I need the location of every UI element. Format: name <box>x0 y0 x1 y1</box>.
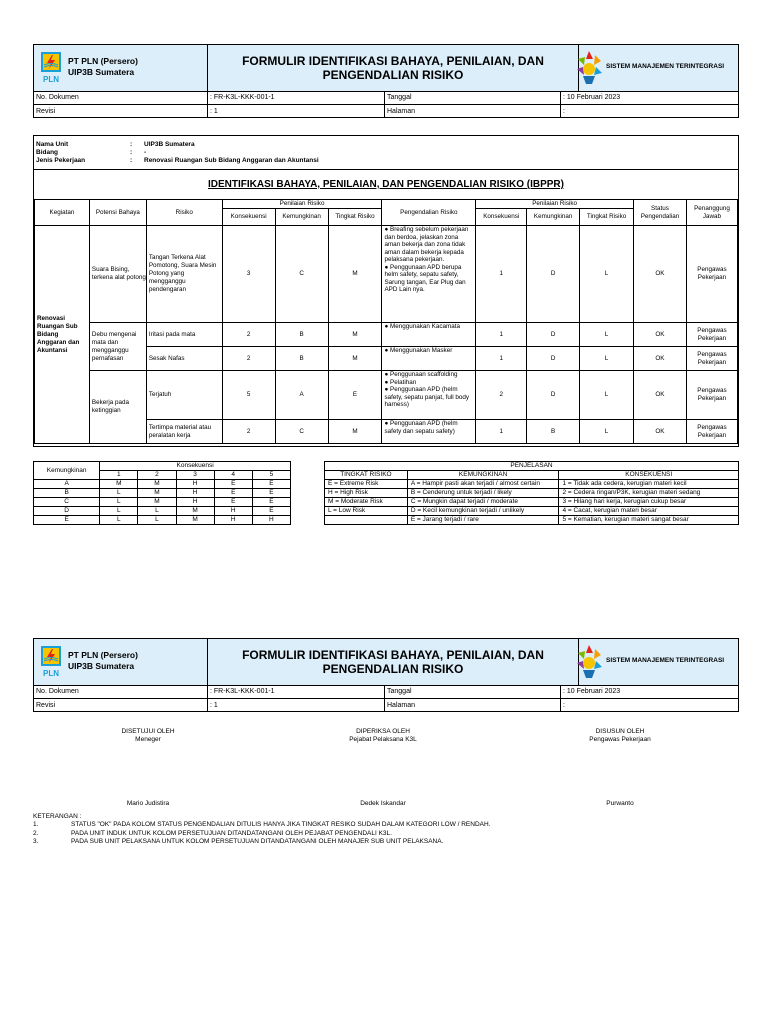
header-top-row <box>34 45 738 92</box>
notes-title: KETERANGAN : <box>33 813 82 820</box>
matrix-cell: L <box>100 516 138 525</box>
ibppr-section <box>33 135 739 447</box>
form-header-page1 <box>33 44 739 118</box>
pln-logo-text: PLN <box>43 669 59 678</box>
kemungkinan-cell: C <box>275 420 328 444</box>
matrix-row-label: B <box>34 489 100 498</box>
matrix-row <box>34 489 291 498</box>
penjelasan-cell: E = Extreme Risk <box>325 480 408 489</box>
doc-label: No. Dokumen <box>36 94 79 101</box>
matrix-cell: E <box>252 507 290 516</box>
konsekuensi-cell-2: 1 <box>476 226 527 323</box>
penjelasan-title: PENJELASAN <box>325 462 739 471</box>
ibppr-table <box>34 199 738 444</box>
page-value: : <box>563 108 565 115</box>
matrix-col-label: 1 <box>100 471 138 480</box>
tingkat-cell-2: L <box>580 420 634 444</box>
penjelasan-cell: 1 = Tidak ada cedera, kerugian materi kecil <box>559 480 739 489</box>
matrix-cell: M <box>176 516 214 525</box>
matrix-row-header: Kemungkinan <box>34 462 100 480</box>
matrix-row <box>34 516 291 525</box>
company-name <box>68 650 138 672</box>
konsekuensi-cell-2: 1 <box>476 323 527 347</box>
penjelasan-table <box>324 461 739 525</box>
matrix-cell: M <box>138 489 176 498</box>
matrix-cell: H <box>252 516 290 525</box>
col-potensi: Potensi Bahaya <box>89 200 146 226</box>
matrix-cell: H <box>176 489 214 498</box>
table-row <box>35 226 738 323</box>
matrix-cell: E <box>214 480 252 489</box>
header-top-row <box>34 639 738 686</box>
smt-logo-icon <box>574 643 604 681</box>
tingkat-cell-2: L <box>580 371 634 420</box>
matrix-col-label: 2 <box>138 471 176 480</box>
signature-block-preparer <box>560 728 680 808</box>
col-kemungkinan: Kemungkinan <box>275 209 328 226</box>
kemungkinan-cell-2: D <box>527 323 580 347</box>
table-row <box>35 323 738 347</box>
bidang-label: Bidang <box>36 149 59 156</box>
note-item <box>33 821 491 829</box>
matrix-cell: M <box>176 507 214 516</box>
bullet-item: ● Menggunakan Kacamata <box>384 323 461 330</box>
penjelasan-row <box>325 516 739 525</box>
matrix-cell: M <box>138 480 176 489</box>
bullet-text: Penggunaan APD berupa helm safety, sepatu safety, Sarung tangan, Ear Plug dan APD Lain nya. <box>384 263 466 293</box>
tingkat-cell-2: L <box>580 347 634 371</box>
doc-value: : FR-K3L-KKK-001-1 <box>210 688 275 695</box>
signature-role: DISUSUN OLEH <box>595 728 645 735</box>
penjelasan-cell: 3 = Hilang hari kerja, kerugian cukup besar <box>559 498 739 507</box>
col-tingkat-2: Tingkat Risiko <box>580 209 634 226</box>
doc-label: No. Dokumen <box>36 688 79 695</box>
info-unit <box>36 141 195 149</box>
penjelasan-cell: E = Jarang terjadi / rare <box>407 516 559 525</box>
kemungkinan-cell-2: D <box>527 347 580 371</box>
matrix-row-label: A <box>34 480 100 489</box>
page-label: Halaman <box>387 702 416 709</box>
note-text: PADA SUB UNIT PELAKSANA UNTUK KOLOM PERSETUJUAN DITANDATANGANI OLEH MANAJER SUB UNIT PELAKSANA. <box>71 837 444 845</box>
smt-logo-icon <box>574 49 604 87</box>
note-number: 1. <box>33 821 39 829</box>
system-name: SISTEM MANAJEMEN TERINTEGRASI <box>606 657 725 664</box>
matrix-row <box>34 498 291 507</box>
pengendalian-cell <box>382 347 476 371</box>
pengendalian-cell <box>382 323 476 347</box>
konsekuensi-cell: 3 <box>222 226 275 323</box>
col-penilaian-2: Penilaian Risiko <box>476 200 634 209</box>
form-title: FORMULIR IDENTIFIKASI BAHAYA, PENILAIAN, DAN PENGENDALIAN RISIKO <box>207 639 579 685</box>
matrix-cell: H <box>176 480 214 489</box>
signature-title: Meneger <box>135 736 161 743</box>
divider <box>34 698 738 699</box>
signature-name: Dedek Iskandar <box>360 800 406 807</box>
kemungkinan-cell: B <box>275 347 328 371</box>
tingkat-cell: M <box>328 226 382 323</box>
bullet-text: Penggunaan APD (helm safety, sepatu panjat, full body harness) <box>384 386 470 408</box>
status-cell: OK <box>634 371 687 420</box>
konsekuensi-cell: 2 <box>222 420 275 444</box>
unit-label: Nama Unit <box>36 141 69 148</box>
pj-cell: Pengawas Pekerjaan <box>686 347 737 371</box>
page-value: : <box>563 702 565 709</box>
penjelasan-cell: 2 = Cedera ringan/P3K, kerugian materi sedang <box>559 489 739 498</box>
doc-value: : FR-K3L-KKK-001-1 <box>210 94 275 101</box>
signature-title: Pejabat Pelaksana K3L <box>349 736 417 743</box>
matrix-cell: L <box>138 507 176 516</box>
risiko-cell: Terjatuh <box>146 371 222 420</box>
matrix-cell: L <box>138 516 176 525</box>
pln-logo-text: PLN <box>43 75 59 84</box>
bullet-text: Pelatihan <box>390 378 417 386</box>
potensi-cell: Suara Bising, terkena alat potong <box>89 226 146 323</box>
pekerjaan-value: Renovasi Ruangan Sub Bidang Anggaran dan Akuntansi <box>144 157 319 164</box>
kemungkinan-cell-2: B <box>527 420 580 444</box>
kemungkinan-cell: C <box>275 226 328 323</box>
matrix-col-label: 5 <box>252 471 290 480</box>
bullet-item: ● Pelatihan <box>384 378 417 386</box>
divider <box>34 169 738 170</box>
bidang-value: - <box>144 149 147 156</box>
penjelasan-row <box>325 507 739 516</box>
company-name <box>68 56 138 78</box>
matrix-row-label: C <box>34 498 100 507</box>
bullet-text: Penggunaan APD (helm safety dan sepatu safety) <box>384 420 458 435</box>
matrix-row <box>34 480 291 489</box>
bullet-text: Penggunaan scaffolding <box>390 371 458 378</box>
penjelasan-cell: A = Hampir pasti akan terjadi / almost certain <box>407 480 559 489</box>
form-title: FORMULIR IDENTIFIKASI BAHAYA, PENILAIAN, DAN PENGENDALIAN RISIKO <box>207 45 579 91</box>
kemungkinan-cell-2: D <box>527 226 580 323</box>
matrix-cell: E <box>252 498 290 507</box>
signature-block-reviewer <box>323 728 443 808</box>
info-pekerjaan <box>36 157 319 165</box>
konsekuensi-cell: 2 <box>222 347 275 371</box>
company-line1: PT PLN (Persero) <box>68 56 138 66</box>
signature-title: Pengawas Pekerjaan <box>589 736 651 743</box>
matrix-col-header: Konsekuensi <box>100 462 291 471</box>
matrix-cell: L <box>100 498 138 507</box>
matrix-cell: E <box>252 489 290 498</box>
matrix-col-label: 3 <box>176 471 214 480</box>
system-name: SISTEM MANAJEMEN TERINTEGRASI <box>606 63 725 70</box>
matrix-cell: L <box>100 507 138 516</box>
pengendalian-cell <box>382 226 476 323</box>
bullet-item: ● Menggunakan Masker <box>384 347 453 354</box>
bullet-item: ● Penggunaan APD (helm safety dan sepatu safety) <box>384 420 458 435</box>
tingkat-cell: M <box>328 347 382 371</box>
matrix-cell: H <box>214 516 252 525</box>
potensi-cell: Bekerja pada ketinggian <box>89 371 146 444</box>
divider <box>34 104 738 105</box>
form-header-page2 <box>33 638 739 712</box>
tingkat-cell-2: L <box>580 226 634 323</box>
penjelasan-cell: D = Kecil kemungkinan terjadi / unlikely <box>407 507 559 516</box>
risiko-cell: Sesak Nafas <box>146 347 222 371</box>
table-row <box>35 371 738 420</box>
note-text: STATUS "OK" PADA KOLOM STATUS PENGENDALIAN DITULIS HANYA JIKA TINGKAT RESIKO SUDAH DALAM KATEGORI LOW / RENDAH. <box>71 821 491 829</box>
tingkat-cell: M <box>328 420 382 444</box>
penjelasan-h3: KONSEKUENSI <box>559 471 739 480</box>
matrix-row-label: E <box>34 516 100 525</box>
col-konsekuensi-2: Konsekuensi <box>476 209 527 226</box>
company-line2: UIP3B Sumatera <box>68 661 135 671</box>
matrix-cell: L <box>100 489 138 498</box>
page-label: Halaman <box>387 108 416 115</box>
date-label: Tanggal <box>387 688 412 695</box>
penjelasan-cell: M = Moderate Risk <box>325 498 408 507</box>
matrix-cell: M <box>138 498 176 507</box>
note-item <box>33 838 491 846</box>
note-number: 3. <box>33 837 39 845</box>
penjelasan-h2: KEMUNGKINAN <box>407 471 559 480</box>
pengendalian-cell <box>382 420 476 444</box>
bullet-item: ● Penggunaan APD berupa helm safety, sepatu safety, Sarung tangan, Ear Plug dan APD Lain nya. <box>384 263 466 293</box>
penjelasan-cell <box>325 516 408 525</box>
rev-value: : 1 <box>210 108 218 115</box>
status-cell: OK <box>634 420 687 444</box>
penjelasan-cell: C = Mungkin dapat terjadi / moderate <box>407 498 559 507</box>
bullet-item: ● Penggunaan scaffolding <box>384 371 458 378</box>
pj-cell: Pengawas Pekerjaan <box>686 226 737 323</box>
rev-label: Revisi <box>36 702 56 709</box>
kemungkinan-cell-2: D <box>527 371 580 420</box>
colon: : <box>130 149 133 156</box>
company-line2: UIP3B Sumatera <box>68 67 135 77</box>
matrix-cell: M <box>100 480 138 489</box>
kemungkinan-cell: B <box>275 323 328 347</box>
col-penanggung: Penanggung Jawab <box>686 200 737 226</box>
matrix-row-label: D <box>34 507 100 516</box>
konsekuensi-cell: 2 <box>222 323 275 347</box>
risk-matrix <box>33 461 291 525</box>
matrix-cell: E <box>214 498 252 507</box>
company-line1: PT PLN (Persero) <box>68 650 138 660</box>
date-value: : 10 Februari 2023 <box>563 688 621 695</box>
risiko-cell: Iritasi pada mata <box>146 323 222 347</box>
tingkat-cell-2: L <box>580 323 634 347</box>
penjelasan-row <box>325 498 739 507</box>
rev-label: Revisi <box>36 108 56 115</box>
rev-value: : 1 <box>210 702 218 709</box>
penjelasan-cell: 4 = Cacat, kerugian materi besar <box>559 507 739 516</box>
matrix-cell: H <box>176 498 214 507</box>
signature-name: Purwanto <box>606 800 634 807</box>
pln-logo-icon <box>38 645 64 679</box>
pj-cell: Pengawas Pekerjaan <box>686 323 737 347</box>
penjelasan-row <box>325 480 739 489</box>
bullet-item: ● Penggunaan APD (helm safety, sepatu panjat, full body harness) <box>384 386 470 408</box>
pj-cell: Pengawas Pekerjaan <box>686 420 737 444</box>
matrix-row <box>34 507 291 516</box>
bullet-item: ● Breafing sebelum pekerjaan dan berdoa, jelaskan zona aman bekerja dan zona tidak aman dalam bekerja kepada pelaksana pekerjaan. <box>384 226 469 263</box>
signature-role: DISETUJUI OLEH <box>121 728 175 735</box>
note-item <box>33 830 491 838</box>
pekerjaan-label: Jenis Pekerjaan <box>36 157 86 164</box>
bullet-text: Breafing sebelum pekerjaan dan berdoa, jelaskan zona aman bekerja dan zona tidak aman dalam bekerja kepada pelaksana pekerjaan. <box>384 226 469 263</box>
tingkat-cell: M <box>328 323 382 347</box>
col-penilaian: Penilaian Risiko <box>222 200 382 209</box>
matrix-cell: E <box>214 489 252 498</box>
konsekuensi-cell: 5 <box>222 371 275 420</box>
tingkat-cell: E <box>328 371 382 420</box>
date-value: : 10 Februari 2023 <box>563 94 621 101</box>
bullet-text: Menggunakan Kacamata <box>390 323 461 330</box>
col-kegiatan: Kegiatan <box>35 200 90 226</box>
pln-logo-icon <box>38 51 64 85</box>
note-number: 2. <box>33 829 39 837</box>
penjelasan-h1: TINGKAT RISIKO <box>325 471 408 480</box>
date-label: Tanggal <box>387 94 412 101</box>
signature-block-approver <box>88 728 208 808</box>
penjelasan-cell: 5 = Kematian, kerugian materi sangat besar <box>559 516 739 525</box>
matrix-cell: H <box>214 507 252 516</box>
konsekuensi-cell-2: 1 <box>476 420 527 444</box>
signature-name: Mario Judistira <box>126 800 170 807</box>
notes <box>33 813 491 846</box>
col-status: Status Pengendalian <box>634 200 687 226</box>
status-cell: OK <box>634 323 687 347</box>
risiko-cell: Tangan Terkena Alat Pomotong, Suara Mesin Potong yang mengganggu pendengaran <box>146 226 222 323</box>
info-bidang <box>36 149 147 157</box>
matrix-col-label: 4 <box>214 471 252 480</box>
kegiatan-cell: Renovasi Ruangan Sub Bidang Anggaran dan Akuntansi <box>35 226 90 444</box>
konsekuensi-cell-2: 2 <box>476 371 527 420</box>
konsekuensi-cell-2: 1 <box>476 347 527 371</box>
note-text: PADA UNIT INDUK UNTUK KOLOM PERSETUJUAN DITANDATANGANI OLEH PEJABAT PENGENDALI K3L. <box>71 829 392 837</box>
col-konsekuensi: Konsekuensi <box>222 209 275 226</box>
col-tingkat: Tingkat Risiko <box>328 209 382 226</box>
potensi-cell: Debu mengenai mata dan mengganggu pernafasan <box>89 323 146 371</box>
colon: : <box>130 157 133 164</box>
status-cell: OK <box>634 226 687 323</box>
pengendalian-cell <box>382 371 476 420</box>
signature-role: DIPERIKSA OLEH <box>356 728 410 735</box>
penjelasan-cell: L = Low Risk <box>325 507 408 516</box>
risiko-cell: Tertimpa material atau peralatan kerja <box>146 420 222 444</box>
ibppr-title: IDENTIFIKASI BAHAYA, PENILAIAN, DAN PENGENDALIAN RISIKO (IBPPR) <box>208 179 564 190</box>
col-risiko: Risiko <box>146 200 222 226</box>
unit-value: UIP3B Sumatera <box>144 141 195 148</box>
col-pengendalian: Pengendalian Risiko <box>382 200 476 226</box>
penjelasan-cell: B = Cenderung untuk terjadi / likely <box>407 489 559 498</box>
col-kemungkinan-2: Kemungkinan <box>527 209 580 226</box>
penjelasan-row <box>325 489 739 498</box>
colon: : <box>130 141 133 148</box>
bullet-text: Menggunakan Masker <box>390 347 453 354</box>
kemungkinan-cell: A <box>275 371 328 420</box>
matrix-cell: E <box>252 480 290 489</box>
status-cell: OK <box>634 347 687 371</box>
penjelasan-cell: H = High Risk <box>325 489 408 498</box>
pj-cell: Pengawas Pekerjaan <box>686 371 737 420</box>
